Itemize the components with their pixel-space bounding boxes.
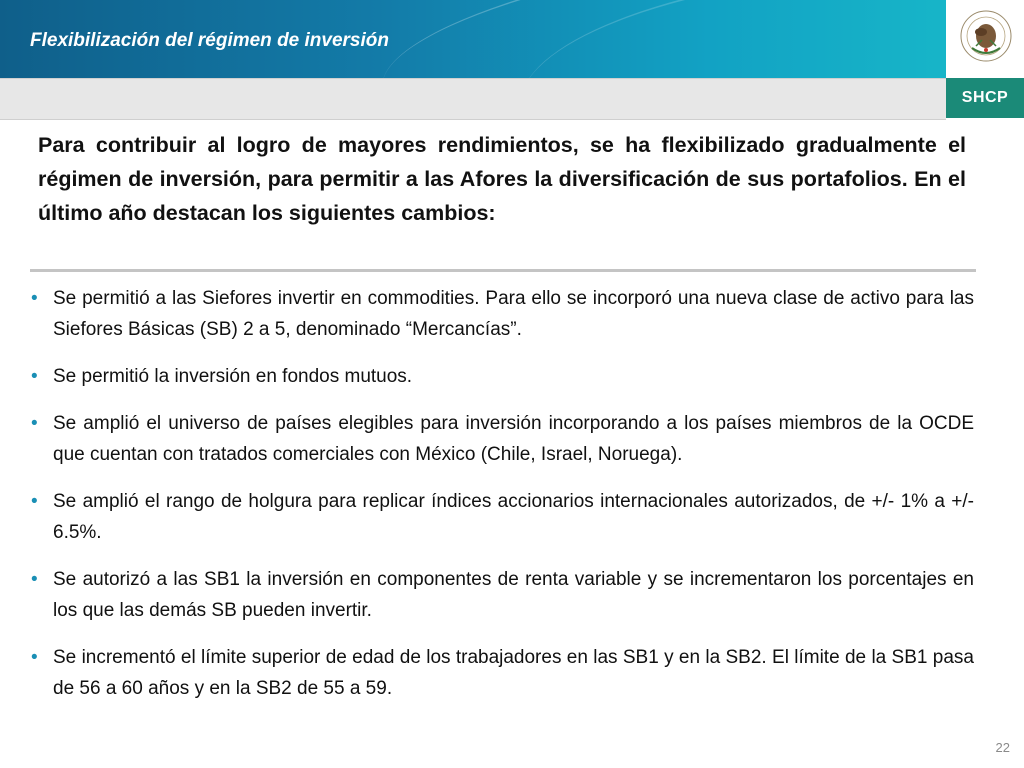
list-item-text: Se permitió la inversión en fondos mutuos. [53, 366, 413, 387]
bullet-icon: • [31, 569, 38, 590]
seal-logo-box [946, 0, 1024, 78]
list-item [28, 408, 974, 470]
list-item [28, 361, 974, 392]
mexico-seal-icon [958, 6, 1014, 70]
list-item [28, 642, 974, 704]
shcp-logo: SHCP [946, 78, 1024, 118]
title-bar [0, 0, 946, 78]
list-item [28, 283, 974, 345]
subheader-bar [0, 78, 946, 120]
list-item-text: Se autorizó a las SB1 la inversión en componentes de renta variable y se incrementaron los porcentajes en los que las demás SB pueden invertir. [53, 569, 974, 621]
list-item-text: Se incrementó el límite superior de edad de los trabajadores en las SB1 y en la SB2. El límite de la SB1 pasa de 56 a 60 años y en la SB2 de 55 a 59. [53, 647, 974, 699]
slide-title: Flexibilización del régimen de inversión [30, 30, 389, 51]
bullet-icon: • [31, 288, 38, 309]
bullet-icon: • [31, 366, 38, 387]
list-item-text: Se amplió el universo de países elegibles para inversión incorporando a los países miembros de la OCDE que cuentan con tratados comerciales con México (Chile, Israel, Noruega). [53, 413, 974, 465]
bullet-icon: • [31, 491, 38, 512]
list-item-text: Se permitió a las Siefores invertir en commodities. Para ello se incorporó una nueva clase de activo para las Siefores Básicas (SB) 2 a 5, denominado “Mercancías”. [53, 288, 974, 340]
list-item-text: Se amplió el rango de holgura para replicar índices accionarios internacionales autorizados, de +/- 1% a +/- 6.5%. [53, 491, 974, 543]
page-number: 22 [995, 740, 1010, 755]
bullet-list [28, 283, 974, 720]
intro-paragraph: Para contribuir al logro de mayores rendimientos, se ha flexibilizado gradualmente el régimen de inversión, para permitir a las Afores la diversificación de sus portafolios. En el último año destacan los siguientes cambios: [38, 133, 966, 225]
list-item [28, 564, 974, 626]
section-divider [30, 269, 976, 272]
list-item [28, 486, 974, 548]
bullet-icon: • [31, 647, 38, 668]
bullet-icon: • [31, 413, 38, 434]
